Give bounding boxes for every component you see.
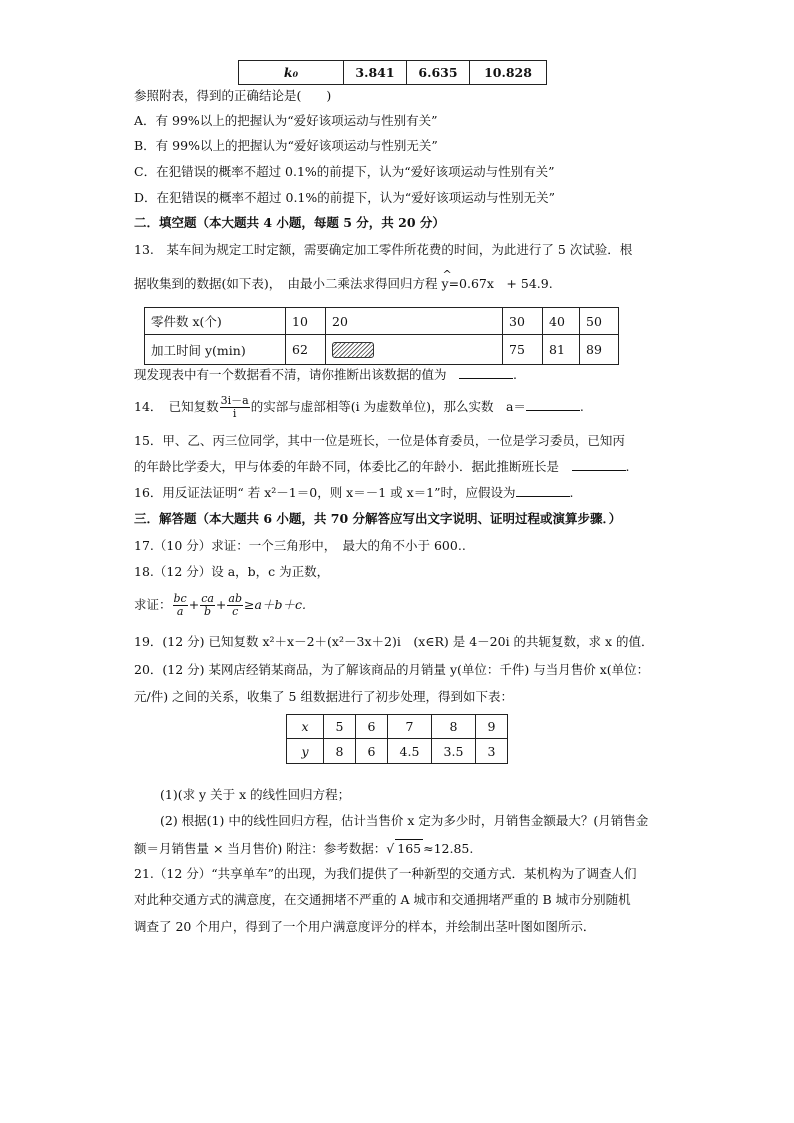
q12-option-c: C．在犯错误的概率不超过 0.1%的前提下，认为“爱好该项运动与性别有关” — [134, 164, 555, 179]
table-cell: 加工时间 y(min) — [145, 335, 286, 365]
q19: 19．(12 分) 已知复数 x²＋x－2＋(x²－3x＋2)i (x∈R) 是 4－20i 的共轭复数，求 x 的值． — [134, 634, 654, 649]
table-cell: 6 — [356, 739, 388, 764]
fraction-numerator: ab — [228, 592, 243, 605]
answer-blank[interactable] — [572, 458, 626, 471]
parts-time-table — [144, 307, 619, 365]
q20-sub1: (1)(求 y 关于 x 的线性回归方程； — [160, 787, 351, 802]
table-cell: y — [287, 739, 324, 764]
q14-suffix: 的实部与虚部相等(i 为虚数单位)，那么实数 a＝ — [250, 399, 526, 414]
section-heading-fill-in: 二．填空题（本大题共 4 小题，每题 5 分，共 20 分） — [134, 215, 445, 230]
fraction-bc-over-a — [173, 593, 188, 618]
table-row — [145, 335, 619, 365]
section-heading-solutions: 三．解答题（本大题共 6 小题，共 70 分解答应写出文字说明、证明过程或演算步骤．） — [134, 511, 622, 526]
q14 — [134, 394, 584, 420]
table-cell: 62 — [286, 335, 326, 365]
plus-sign: + — [215, 597, 227, 612]
table-cell: 4.5 — [388, 739, 432, 764]
table-cell: 89 — [580, 335, 619, 365]
table-cell: 零件数 x(个) — [145, 308, 286, 335]
fraction-denominator: a — [176, 605, 184, 618]
q21-line2: 对此种交通方式的满意度，在交通拥堵不严重的 A 城市和交通拥堵严重的 B 城市分别随机 — [134, 892, 631, 907]
answer-blank[interactable] — [516, 484, 570, 497]
table-cell: 3.841 — [344, 61, 407, 85]
table-row — [239, 61, 547, 85]
q20-line2: 元/件) 之间的关系，收集了 5 组数据进行了初步处理，得到如下表： — [134, 689, 513, 704]
prove-label: 求证： — [134, 597, 172, 612]
table-cell: 81 — [543, 335, 580, 365]
q13-line2-text: 据收集到的数据(如下表)， 由最小二乘法求得回归方程 — [134, 276, 438, 291]
q12-option-b: B．有 99%以上的把握认为“爱好该项运动与性别无关” — [134, 138, 438, 153]
q20-sub2-line2 — [134, 839, 473, 858]
q13-line1: 13. 某车间为规定工时定额，需要确定加工零件所花费的时间，为此进行了 5 次试验．根 — [134, 242, 633, 257]
table-cell: 6 — [356, 715, 388, 739]
fraction-denominator: c — [232, 605, 239, 618]
fraction-numerator: bc — [173, 592, 187, 605]
q20-sub2-line1: (2) 根据(1) 中的线性回归方程，估计当售价 x 定为多少时，月销售金额最大？(月销售金 — [160, 813, 649, 828]
sqrt-symbol: √ — [386, 841, 395, 856]
fraction-numerator: ca — [201, 592, 214, 605]
approx-value: ≈12.85. — [423, 841, 474, 856]
hat-mark: ^ — [442, 268, 452, 281]
q14-prefix: 14． 已知复数 — [134, 399, 219, 414]
q12-option-d: D．在犯错误的概率不超过 0.1%的前提下，认为“爱好该项运动与性别无关” — [134, 190, 556, 205]
q15-line2 — [134, 458, 630, 476]
table-cell: x — [287, 715, 324, 739]
plus-sign: + — [188, 597, 200, 612]
table-cell: 40 — [543, 308, 580, 335]
q13-line2 — [134, 268, 553, 293]
answer-blank[interactable] — [459, 366, 513, 379]
table-cell: 9 — [476, 715, 508, 739]
regression-equation: =0.67x + 54.9. — [448, 276, 553, 291]
table-cell: 3 — [476, 739, 508, 764]
q18-line1: 18.（12 分）设 a，b，c 为正数， — [134, 564, 330, 579]
obscured-value-box — [332, 342, 374, 358]
table-cell: 8 — [324, 739, 356, 764]
q12-option-a: A．有 99%以上的把握认为“爱好该项运动与性别有关” — [134, 113, 438, 128]
period: . — [569, 485, 574, 500]
table-cell: 10.828 — [470, 61, 547, 85]
q13-line3 — [134, 366, 517, 384]
period: . — [625, 459, 630, 474]
fraction-ab-over-c — [227, 593, 243, 618]
fraction-denominator: i — [232, 407, 237, 420]
table-cell: 50 — [580, 308, 619, 335]
table-cell: 7 — [388, 715, 432, 739]
q21-line1: 21.（12 分）“共享单车”的出现，为我们提供了一种新型的交通方式．某机构为了调查人们 — [134, 866, 637, 881]
table-cell: 75 — [503, 335, 543, 365]
table-cell: 8 — [432, 715, 476, 739]
inequality-rhs: ≥a＋b＋c. — [244, 597, 306, 612]
q21-line3: 调查了 20 个用户，得到了一个用户满意度评分的样本，并绘制出茎叶图如图所示． — [134, 919, 596, 934]
table-cell: 5 — [324, 715, 356, 739]
q16 — [134, 484, 574, 502]
q16-prompt: 16．用反证法证明“ 若 x²－1＝0，则 x＝－1 或 x＝1”时，应假设为 — [134, 485, 516, 500]
q15-line1: 15．甲、乙、丙三位同学，其中一位是班长，一位是体育委员，一位是学习委员，已知丙 — [134, 433, 625, 448]
fraction-denominator: b — [204, 605, 212, 618]
q20-line1: 20．(12 分) 某网店经销某商品，为了解该商品的月销量 y(单位：千件) 与当月售价 x(单位： — [134, 662, 650, 677]
q15-prompt: 的年龄比学委大，甲与体委的年龄不同，体委比乙的年龄小．据此推断班长是 — [134, 459, 560, 474]
regression-y-hat — [441, 268, 452, 293]
table-cell: 6.635 — [407, 61, 470, 85]
period: . — [513, 367, 518, 382]
complex-fraction — [220, 395, 250, 420]
table-cell: 20 — [326, 308, 503, 335]
table-cell: 30 — [503, 308, 543, 335]
table-row — [145, 308, 619, 335]
price-sales-table — [286, 714, 508, 764]
q12-stem: 参照附表，得到的正确结论是( ) — [134, 88, 332, 103]
q20-note: 额＝月销售量 × 当月售价) 附注：参考数据： — [134, 841, 387, 856]
table-row — [287, 715, 508, 739]
sqrt-radicand: 165 — [397, 841, 422, 856]
period: . — [579, 399, 584, 414]
critical-value-table — [238, 60, 547, 85]
table-cell: k₀ — [239, 61, 344, 85]
fraction-numerator: 3i－a — [220, 394, 249, 407]
q17: 17.（10 分）求证：一个三角形中， 最大的角不小于 600.. — [134, 538, 466, 553]
table-cell: 3.5 — [432, 739, 476, 764]
y-symbol: y — [441, 276, 449, 291]
q13-prompt: 现发现表中有一个数据看不清，请你推断出该数据的值为 — [134, 367, 447, 382]
fraction-ca-over-b — [200, 593, 215, 618]
table-row — [287, 739, 508, 764]
answer-blank[interactable] — [526, 398, 580, 411]
table-cell — [326, 335, 503, 365]
q18-prove — [134, 591, 306, 619]
table-cell: 10 — [286, 308, 326, 335]
